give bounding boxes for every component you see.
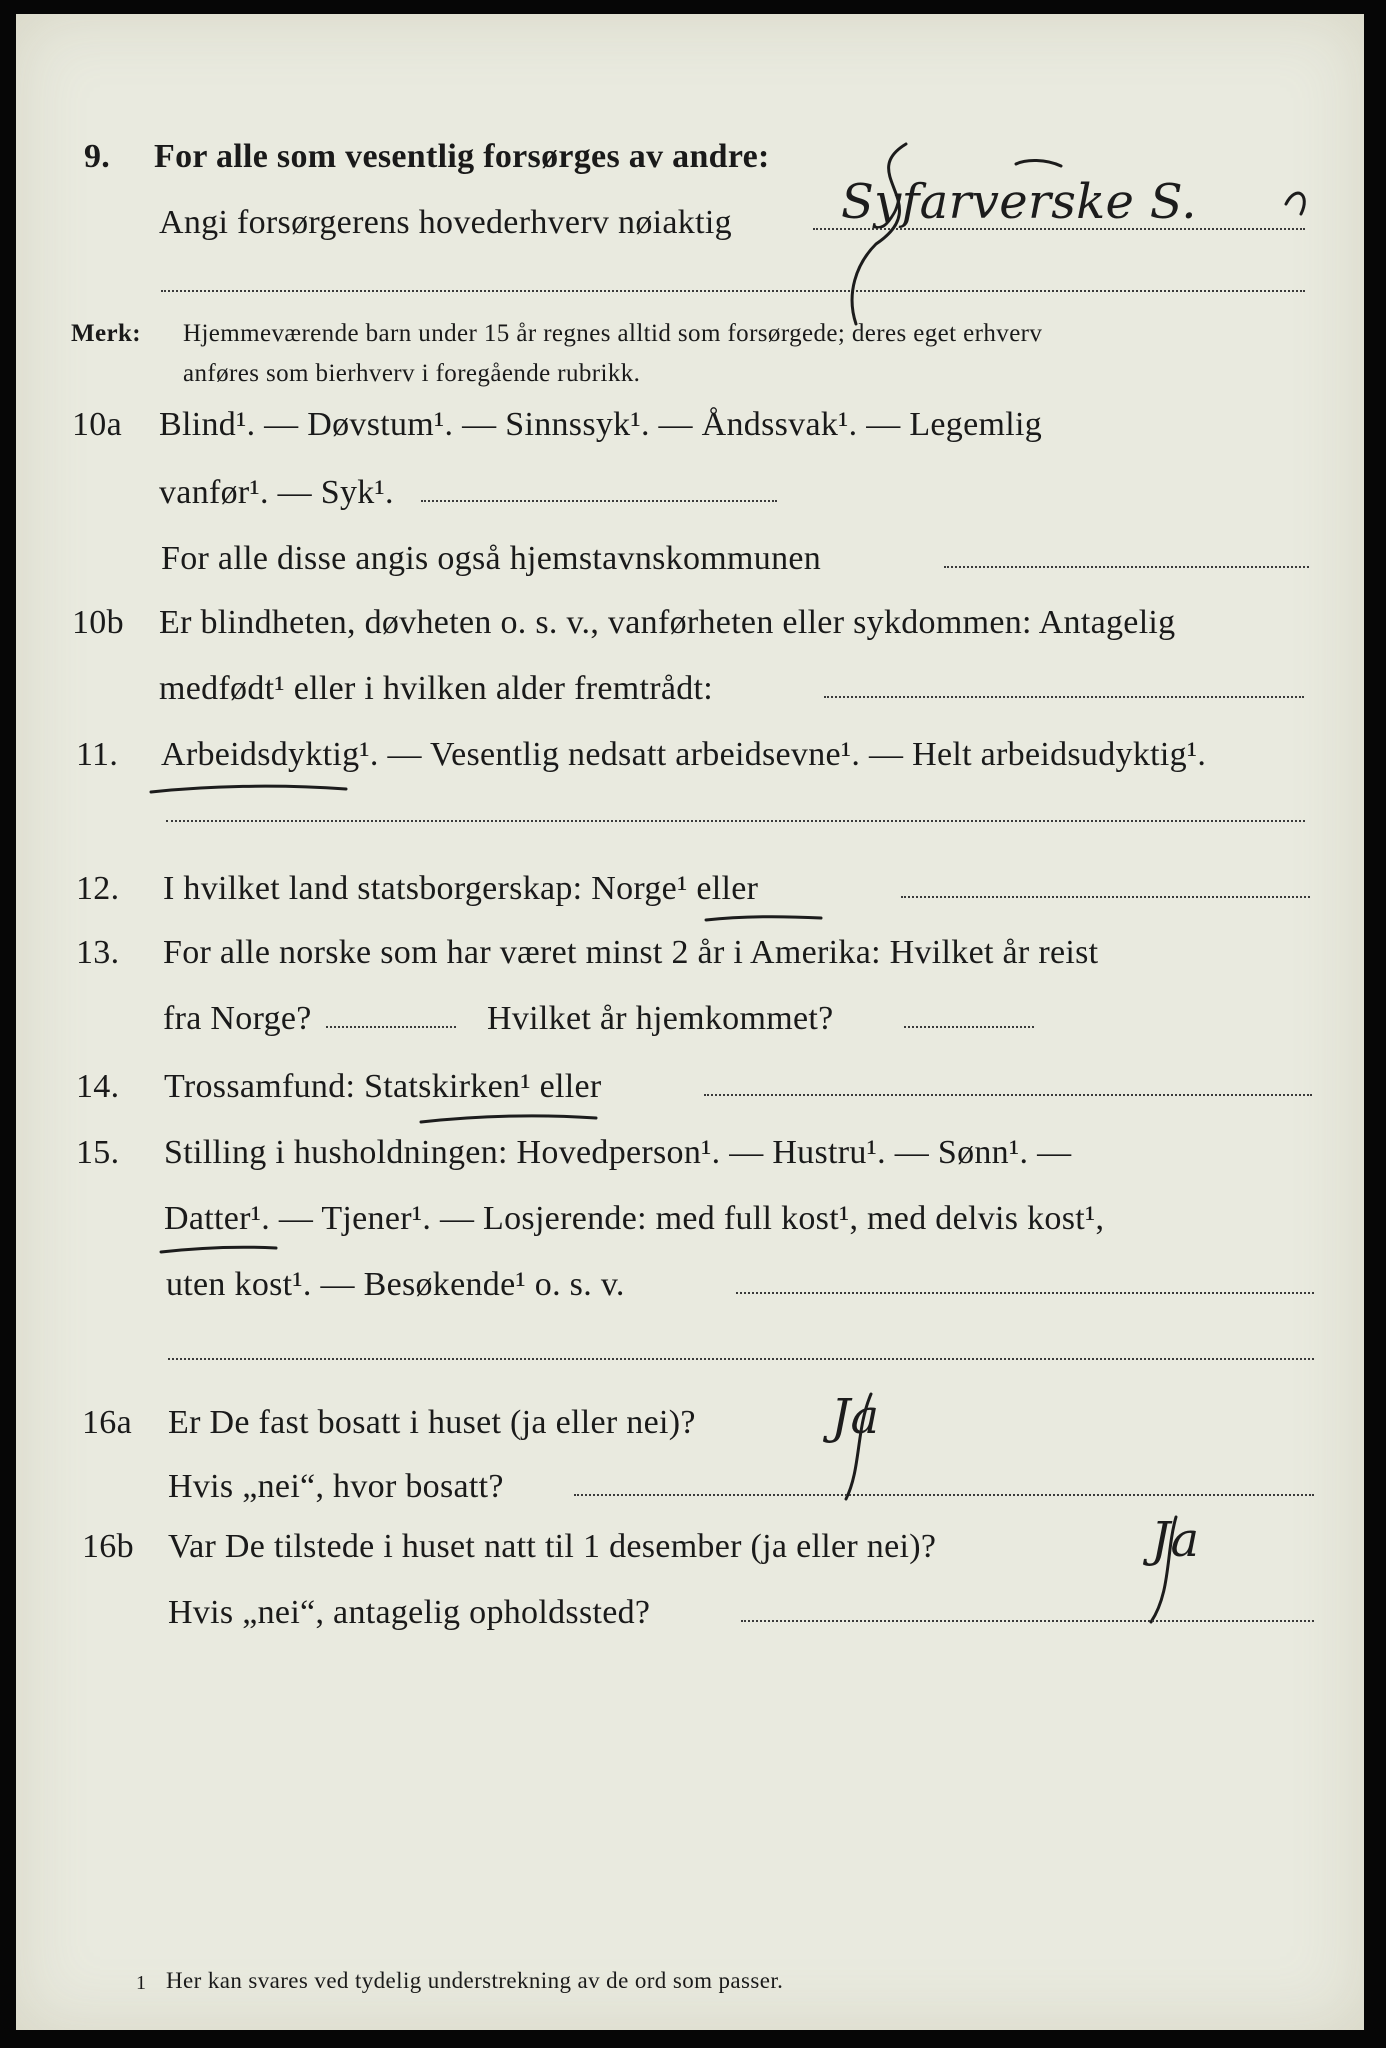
q16a-line1: Er De fast bosatt i huset (ja eller nei)? — [168, 1404, 696, 1441]
q10b-line2: medfødt¹ eller i hvilken alder fremtrådt: — [159, 670, 714, 707]
q12-underline-mark — [701, 904, 831, 934]
q16a-line2: Hvis „nei“, hvor bosatt? — [168, 1468, 504, 1505]
q10a-line2-blank — [421, 500, 777, 502]
q15-line2: Datter¹. — Tjener¹. — Losjerende: med full kost¹, med delvis kost¹, — [164, 1200, 1105, 1237]
q15-line1: Stilling i husholdningen: Hovedperson¹. — Hustru¹. — Sønn¹. — — [164, 1134, 1072, 1171]
q15-blank — [736, 1292, 1314, 1294]
q10a-line2: vanfør¹. — Syk¹. — [159, 474, 394, 511]
q14-line1: Trossamfund: Statskirken¹ eller — [164, 1068, 602, 1105]
q16b-handwritten-answer: Ja — [1151, 1512, 1200, 1568]
q10b-number: 10b — [72, 604, 124, 641]
q9-handwriting-strokes — [816, 134, 1316, 334]
note-line2: anføres som bierhverv i foregående rubrikk. — [183, 360, 641, 387]
q16b-line1: Var De tilstede i huset natt til 1 desember (ja eller nei)? — [168, 1528, 937, 1565]
q11-number: 11. — [76, 736, 119, 773]
q14-blank — [704, 1094, 1312, 1096]
census-form-page — [16, 14, 1364, 2030]
q15-line3: uten kost¹. — Besøkende¹ o. s. v. — [166, 1266, 625, 1303]
q10b-line2-blank — [824, 696, 1304, 698]
q16a-blank — [574, 1494, 1314, 1496]
q9-line2: Angi forsørgerens hovederhverv nøiaktig — [159, 204, 732, 241]
q9-line1: For alle som vesentlig forsørges av andre: — [154, 138, 770, 175]
q9-handwritten-answer: Syfarverske S. — [841, 174, 1197, 230]
q9-number: 9. — [84, 138, 111, 175]
q11-underline-mark — [146, 774, 366, 804]
q14-number: 14. — [76, 1068, 120, 1105]
q13-line2a: fra Norge? — [163, 1000, 312, 1037]
q14-underline-mark — [416, 1104, 606, 1134]
q16b-number: 16b — [82, 1528, 134, 1565]
q13-number: 13. — [76, 934, 120, 971]
q10a-line1: Blind¹. — Døvstum¹. — Sinnssyk¹. — Åndssvak¹. — Legemlig — [159, 406, 1043, 443]
q15-underline-mark — [156, 1234, 286, 1264]
q10a-line3-blank — [944, 566, 1309, 568]
footnote-mark: 1 — [136, 1972, 147, 1994]
q12-blank — [901, 896, 1310, 898]
q16a-number: 16a — [82, 1404, 132, 1441]
q15-number: 15. — [76, 1134, 120, 1171]
q15-extra-line — [168, 1358, 1314, 1360]
q16b-line2: Hvis „nei“, antagelig opholdssted? — [168, 1594, 651, 1631]
q13-line2b: Hvilket år hjemkommet? — [487, 1000, 834, 1037]
q11-line1: Arbeidsdyktig¹. — Vesentlig nedsatt arbeidsevne¹. — Helt arbeidsudyktig¹. — [161, 736, 1207, 773]
q10b-line1: Er blindheten, døvheten o. s. v., vanførheten eller sykdommen: Antagelig — [159, 604, 1176, 641]
q13-right-blank — [904, 1026, 1034, 1028]
q13-left-blank — [326, 1026, 456, 1028]
q16a-handwriting-strokes — [826, 1389, 956, 1509]
note-label: Merk: — [71, 320, 142, 347]
footnote-text: Her kan svares ved tydelig understrekning av de ord som passer. — [166, 1968, 784, 1993]
q13-line1: For alle norske som har været minst 2 år i Amerika: Hvilket år reist — [163, 934, 1099, 971]
q16b-handwriting-strokes — [1136, 1512, 1266, 1632]
note-line1: Hjemmeværende barn under 15 år regnes alltid som forsørgede; deres eget erhverv — [183, 320, 1043, 347]
q11-extra-line — [166, 820, 1305, 822]
q12-number: 12. — [76, 870, 120, 907]
q16a-handwritten-answer: Ja — [831, 1389, 880, 1445]
q10a-number: 10a — [72, 406, 122, 443]
q12-line1: I hvilket land statsborgerskap: Norge¹ eller — [163, 870, 759, 907]
q16b-blank — [741, 1620, 1314, 1622]
q10a-line3: For alle disse angis også hjemstavnskommunen — [161, 540, 822, 577]
